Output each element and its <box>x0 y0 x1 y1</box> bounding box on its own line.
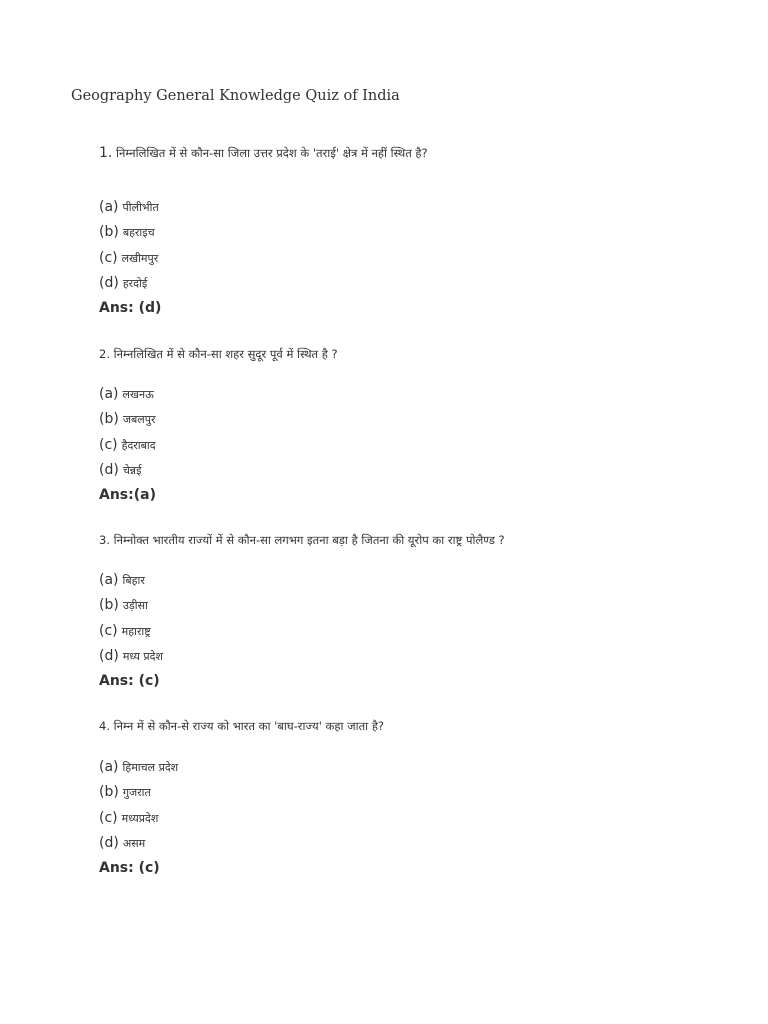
option-key: (a) <box>99 199 119 215</box>
option-key: (d) <box>99 461 119 478</box>
option-c <box>99 433 699 458</box>
option-list <box>99 382 699 483</box>
question-3 <box>99 532 699 693</box>
option-key: (d) <box>99 274 119 291</box>
answer-label: Ans: (d) <box>99 300 162 317</box>
option-d <box>99 831 699 856</box>
question-body: निम्नलिखित में से कौन-सा शहर सुदूर पूर्व में स्थित है ? <box>113 347 338 361</box>
option-text: बिहार <box>122 574 145 587</box>
option-key: (a) <box>99 759 119 775</box>
question-body: निम्नलिखित में से कौन-सा जिला उत्तर प्रदेश के 'तराई' क्षेत्र में नहीं स्थित है? <box>116 146 428 160</box>
question-1 <box>99 145 699 320</box>
question-body: निम्नोक्त भारतीय राज्यों में से कौन-सा लगभग इतना बड़ा है जितना की यूरोप का राष्ट्र पोलैण्ड ? <box>113 533 505 547</box>
option-text: मध्यप्रदेश <box>121 811 159 825</box>
option-text: हैदराबाद <box>121 438 156 452</box>
option-c <box>99 806 699 831</box>
answer-label: Ans: (c) <box>99 673 160 690</box>
option-c <box>99 619 699 644</box>
option-key: (c) <box>99 809 118 826</box>
question-4 <box>99 718 699 880</box>
option-a <box>99 568 699 593</box>
option-key: (a) <box>99 386 119 402</box>
option-key: (c) <box>99 622 118 639</box>
option-text: लखनऊ <box>122 388 154 401</box>
option-a <box>99 382 699 407</box>
option-text: चेन्नई <box>122 463 142 477</box>
option-key: (c) <box>99 249 118 266</box>
option-text: हिमाचल प्रदेश <box>122 761 179 774</box>
option-list <box>99 755 699 856</box>
question-number: 4. <box>99 719 110 733</box>
question-number: 3. <box>99 533 110 547</box>
option-text: लखीमपुर <box>121 251 159 265</box>
option-b <box>99 220 699 245</box>
question-text <box>99 346 699 362</box>
option-key: (d) <box>99 647 119 664</box>
option-text: बहराइच <box>122 226 155 240</box>
question-number: 1. <box>99 145 113 161</box>
option-key: (a) <box>99 572 119 588</box>
option-text: पीलीभीत <box>122 201 159 214</box>
option-d <box>99 644 699 669</box>
option-text: हरदोई <box>122 276 148 290</box>
option-text: महाराष्ट्र <box>121 624 151 638</box>
option-d <box>99 271 699 296</box>
document-title: Geography General Knowledge Quiz of India <box>71 88 400 104</box>
option-b <box>99 780 699 805</box>
question-body: निम्न में से कौन-से राज्य को भारत का 'बाघ-राज्य' कहा जाता है? <box>113 719 385 733</box>
option-a <box>99 195 699 220</box>
option-a <box>99 755 699 780</box>
option-key: (c) <box>99 436 118 453</box>
option-key: (b) <box>99 224 119 241</box>
option-b <box>99 407 699 432</box>
answer-label: Ans: (c) <box>99 860 160 877</box>
option-text: उड़ीसा <box>122 599 148 613</box>
option-text: असम <box>122 836 146 850</box>
answer-label: Ans:(a) <box>99 487 156 504</box>
option-b <box>99 593 699 618</box>
option-c <box>99 246 699 271</box>
option-text: जबलपुर <box>122 413 156 427</box>
question-2 <box>99 346 699 507</box>
question-text <box>99 718 699 734</box>
option-key: (b) <box>99 411 119 428</box>
option-list <box>99 568 699 669</box>
question-text <box>99 532 699 548</box>
option-key: (b) <box>99 784 119 801</box>
option-key: (b) <box>99 597 119 614</box>
question-text <box>99 145 699 161</box>
option-list <box>99 195 699 296</box>
option-d <box>99 458 699 483</box>
question-number: 2. <box>99 347 110 361</box>
option-key: (d) <box>99 834 119 851</box>
option-text: मध्य प्रदेश <box>122 649 163 663</box>
option-text: गुजरात <box>122 786 151 800</box>
